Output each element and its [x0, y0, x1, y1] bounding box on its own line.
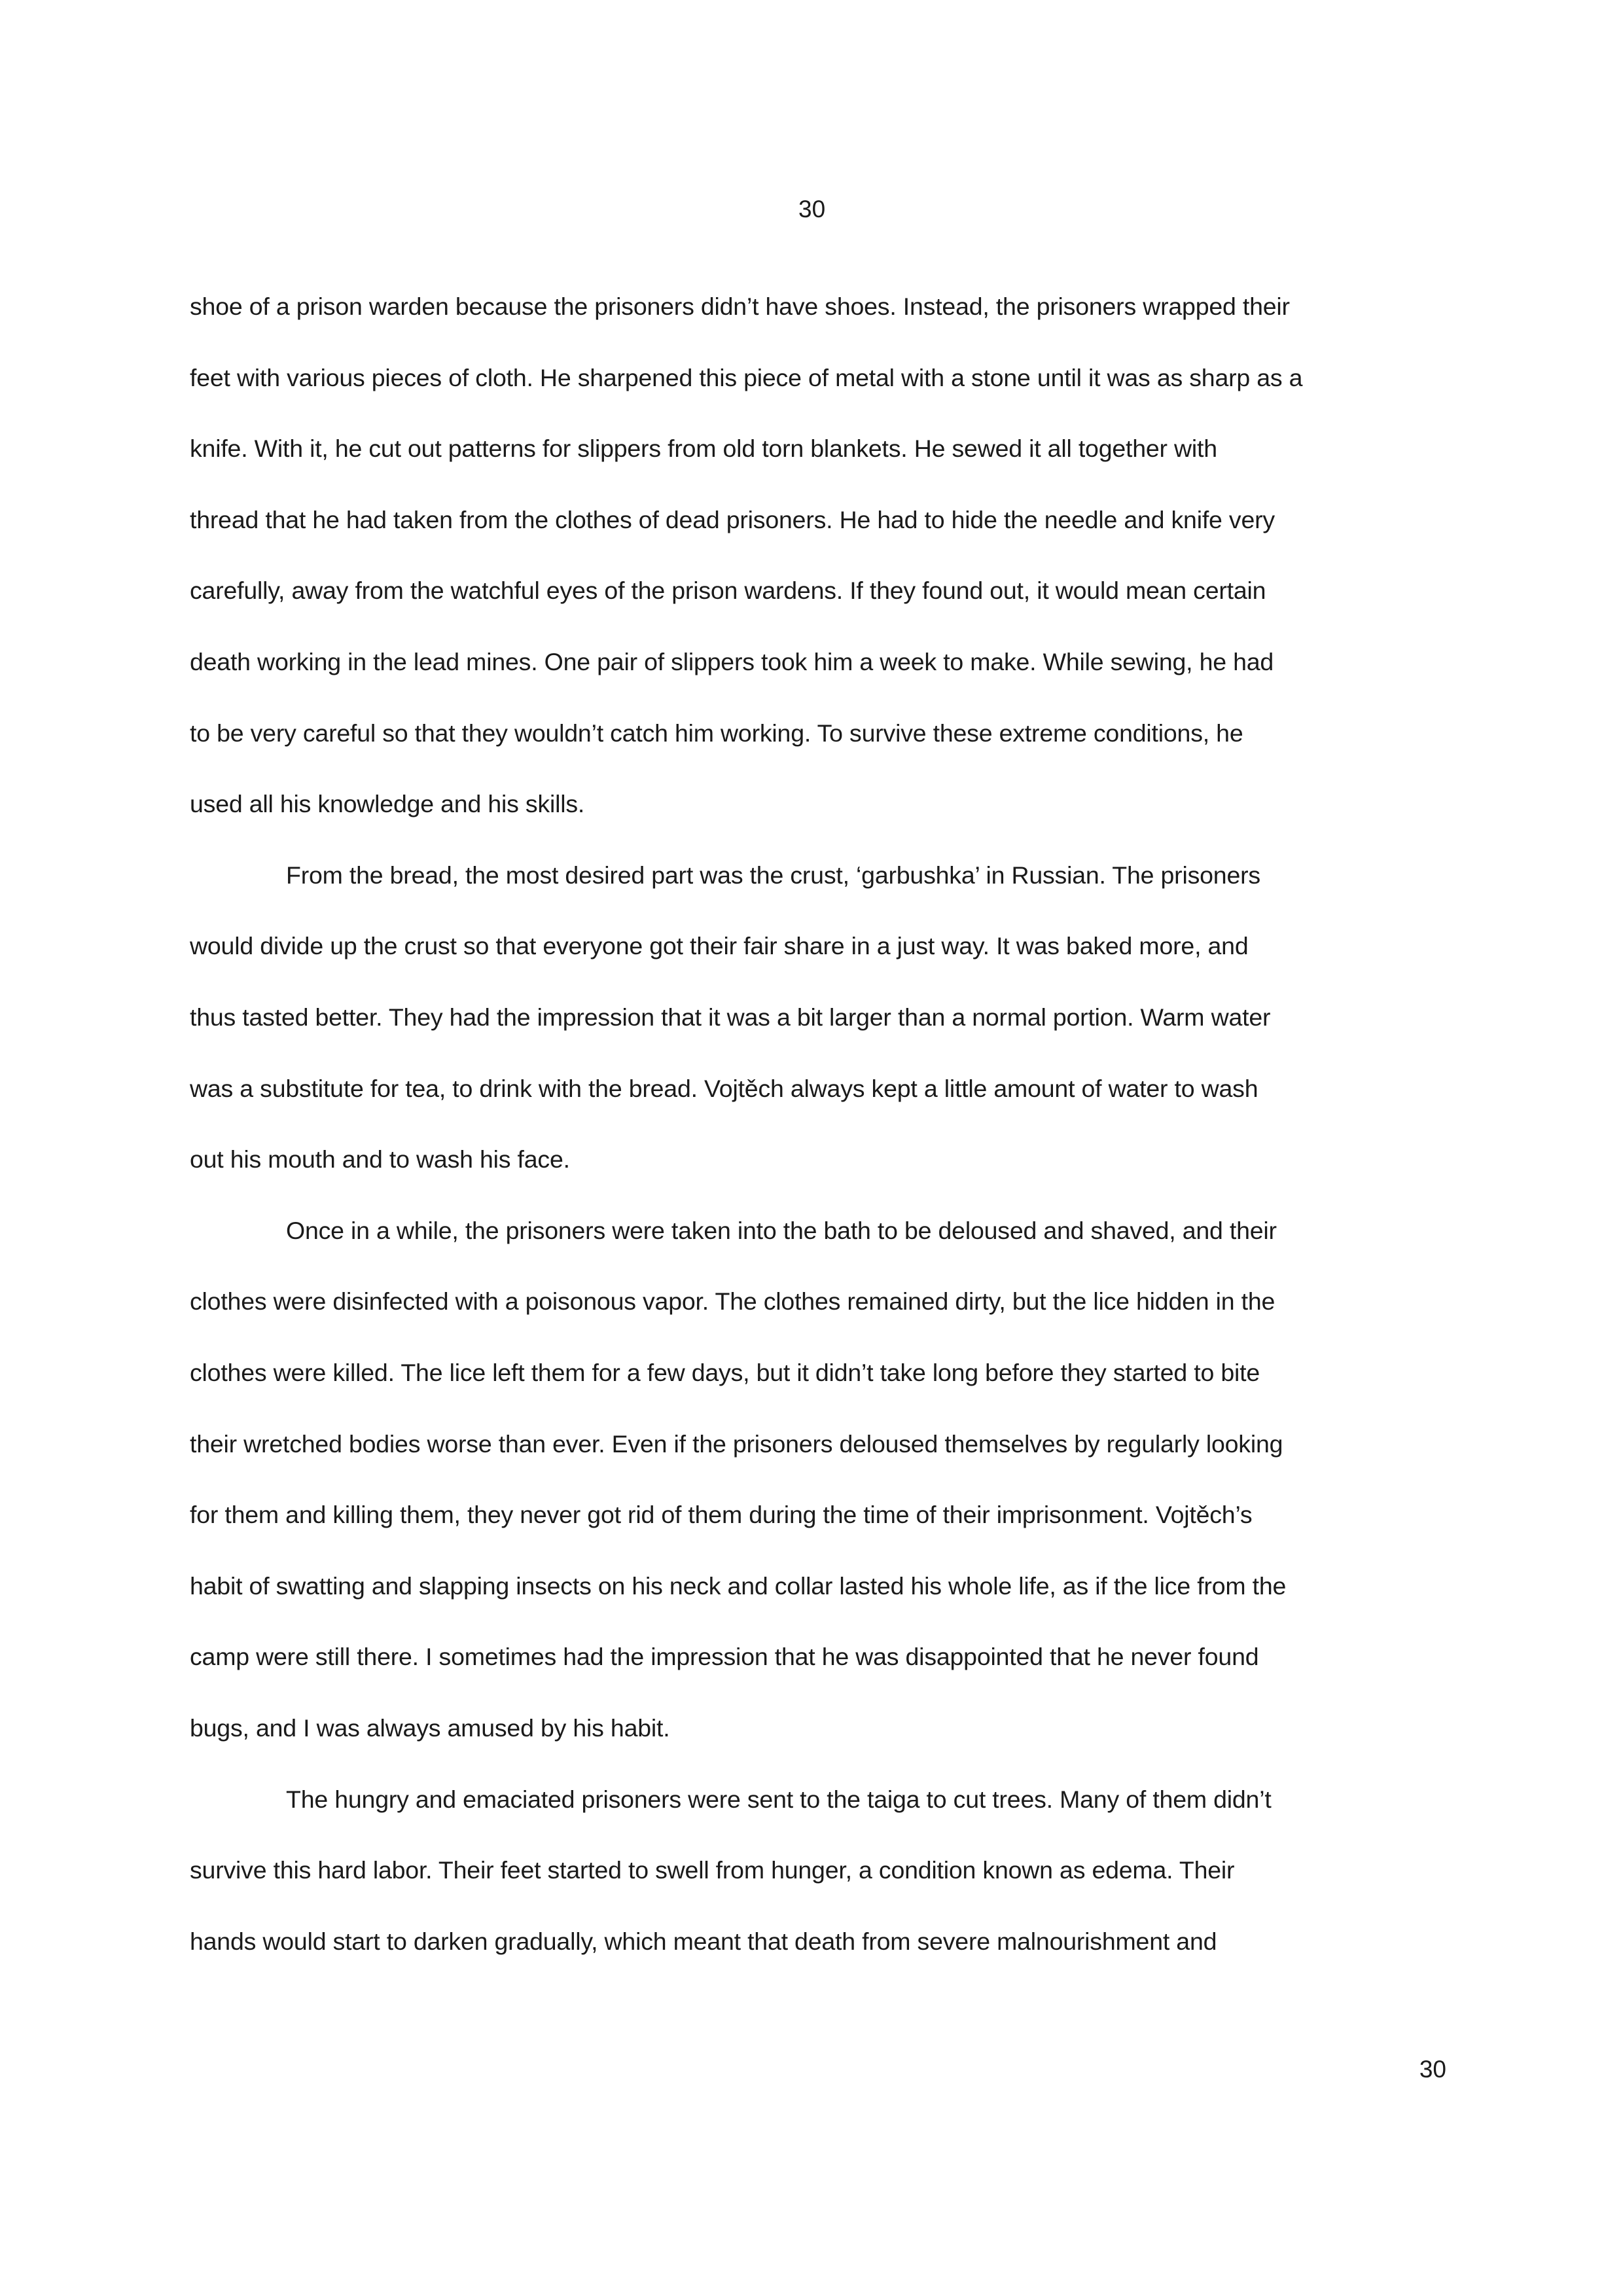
text-line: shoe of a prison warden because the prisoners didn’t have shoes. Instead, the prisoners wrapped their	[190, 293, 1290, 320]
text-line: was a substitute for tea, to drink with the bread. Vojtěch always kept a little amount of water to wash	[190, 1075, 1258, 1102]
page-number-top: 30	[798, 196, 826, 223]
text-line: thread that he had taken from the clothes of dead prisoners. He had to hide the needle and knife very	[190, 506, 1275, 533]
text-line: hands would start to darken gradually, which meant that death from severe malnourishment and	[190, 1928, 1217, 1955]
text-line: death working in the lead mines. One pair of slippers took him a week to make. While sewing, he had	[190, 648, 1274, 675]
text-line: would divide up the crust so that everyone got their fair share in a just way. It was baked more, and	[190, 932, 1249, 960]
text-line: habit of swatting and slapping insects on his neck and collar lasted his whole life, as if the lice from the	[190, 1572, 1287, 1600]
text-line: clothes were disinfected with a poisonous vapor. The clothes remained dirty, but the lice hidden in the	[190, 1287, 1275, 1315]
text-line: their wretched bodies worse than ever. Even if the prisoners deloused themselves by regularly looking	[190, 1430, 1283, 1458]
paragraph-first-line: From the bread, the most desired part was the crust, ‘garbushka’ in Russian. The prisoners	[286, 861, 1260, 889]
text-line: out his mouth and to wash his face.	[190, 1145, 570, 1173]
text-line: thus tasted better. They had the impression that it was a bit larger than a normal portion. Warm water	[190, 1003, 1271, 1031]
text-line: feet with various pieces of cloth. He sharpened this piece of metal with a stone until it was as sharp as a	[190, 364, 1303, 391]
paragraph-first-line: The hungry and emaciated prisoners were sent to the taiga to cut trees. Many of them didn’t	[286, 1785, 1272, 1813]
text-line: camp were still there. I sometimes had the impression that he was disappointed that he never found	[190, 1643, 1259, 1670]
text-line: knife. With it, he cut out patterns for slippers from old torn blankets. He sewed it all together with	[190, 435, 1217, 462]
text-line: bugs, and I was always amused by his habit.	[190, 1714, 670, 1742]
page-number-bottom: 30	[1419, 2056, 1446, 2083]
text-line: used all his knowledge and his skills.	[190, 790, 585, 817]
text-line: survive this hard labor. Their feet started to swell from hunger, a condition known as edema. Their	[190, 1856, 1235, 1884]
text-line: carefully, away from the watchful eyes of the prison wardens. If they found out, it would mean certain	[190, 577, 1266, 604]
paragraph-first-line: Once in a while, the prisoners were taken into the bath to be deloused and shaved, and their	[286, 1217, 1277, 1244]
text-line: clothes were killed. The lice left them for a few days, but it didn’t take long before they started to bite	[190, 1359, 1260, 1386]
text-line: to be very careful so that they wouldn’t catch him working. To survive these extreme conditions, he	[190, 719, 1243, 747]
text-line: for them and killing them, they never got rid of them during the time of their imprisonment. Vojtěch’s	[190, 1501, 1253, 1528]
